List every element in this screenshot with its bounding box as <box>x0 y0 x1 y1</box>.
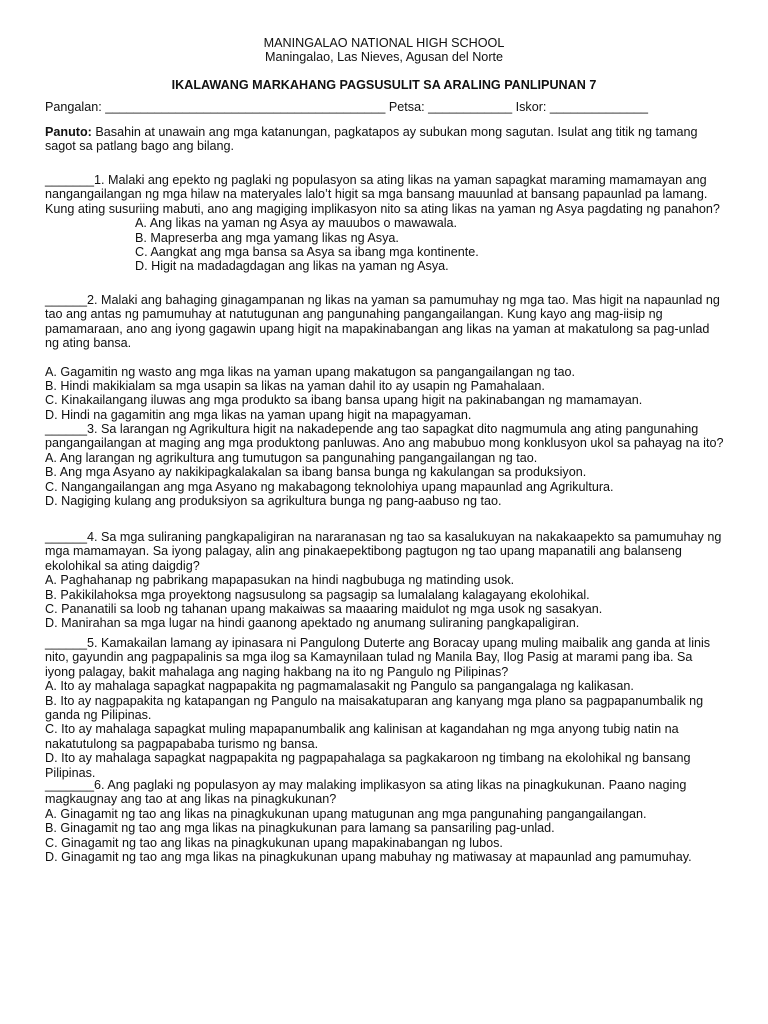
question-1-choices <box>45 216 725 274</box>
question-6-choice-a: A. Ginagamit ng tao ang likas na pinagkukunan upang matugunan ang mga pangunahing pangangailangan. <box>45 806 647 821</box>
question-5-choice-a: A. Ito ay mahalaga sapagkat nagpapakita ng pagmamalasakit ng Pangulo sa pangangalaga ng kalikasan. <box>45 679 634 694</box>
question-6 <box>45 778 725 864</box>
question-5-choice-c: C. Ito ay mahalaga sapagkat muling mapapanumbalik ang kalinisan at kagandahan ng mga anyong tubig natin na nakatutulong sa pagpapababa turismo ng bansa. <box>45 722 679 751</box>
question-3-choice-d: D. Nagiging kulang ang produksiyon sa agrikultura bunga ng pang-aabuso ng tao. <box>45 494 502 509</box>
school-header <box>0 36 768 65</box>
question-4-choice-d: D. Manirahan sa mga lugar na hindi gaanong apektado ng anumang suliraning pangkapaligiran. <box>45 616 580 631</box>
question-4-choice-a: A. Paghahanap ng pabrikang mapapasukan na hindi nagbubuga ng matinding usok. <box>45 573 515 588</box>
question-6-choice-b: B. Ginagamit ng tao ang mga likas na pinagkukunan para lamang sa pansariling pag-unlad. <box>45 821 555 836</box>
question-2-choice-a: A. Gagamitin ng wasto ang mga likas na yaman upang makatugon sa pangangailangan ng tao. <box>45 364 575 379</box>
question-2-choice-b: B. Hindi makikialam sa mga usapin sa likas na yaman dahil ito ay usapin ng Pamahalaan. <box>45 379 545 394</box>
question-3-choice-a: A. Ang larangan ng agrikultura ang tumutugon sa pangunahing pangangailangan ng tao. <box>45 450 538 465</box>
question-6-choice-c: C. Ginagamit ng tao ang likas na pinagkukunan upang mapakinabangan ng lubos. <box>45 835 503 850</box>
student-info-line: Pangalan: ________________________________________ Petsa: ____________ Iskor: ______________ <box>45 100 648 114</box>
question-5-stem: ______5. Kamakailan lamang ay ipinasara ni Pangulong Duterte ang Boracay upang muling maibalik ang ganda at linis nito, gayundin ang pagpapalinis sa mga ilog sa Kamaynilaan tulad ng Manila Bay, Ilog Pasig at marami pang iba. Sa iyong palagay, bakit mahalaga ang naging hakbang na ito ng Pangulo ng Pilipinas? <box>45 636 711 679</box>
question-2-choices <box>45 365 725 423</box>
instructions-label: Panuto: <box>45 125 92 139</box>
exam-title: IKALAWANG MARKAHANG PAGSUSULIT SA ARALING PANLIPUNAN 7 <box>171 78 597 92</box>
question-5-choice-d: D. Ito ay mahalaga sapagkat nagpapakita ng pagpapahalaga sa pagkakaroon ng timbang na ekolohikal ng bansang Pilipinas. <box>45 751 691 780</box>
question-3-choice-b: B. Ang mga Asyano ay nakikipagkalakalan sa ibang bansa bunga ng kakulangan sa produksiyon. <box>45 465 587 480</box>
question-4 <box>45 530 725 631</box>
question-4-choice-c: C. Pananatili sa loob ng tahanan upang makaiwas sa maaaring maidulot ng mga usok ng sasakyan. <box>45 602 603 617</box>
question-2-stem: ______2. Malaki ang bahaging ginagampanan ng likas na yaman sa pamumuhay ng mga tao. Mas higit na napaunlad ng tao ang antas ng pamumuhay at natutugunan ang pangunahing pangangailangan. Kung kayo ang mag-iisip ng pamamaraan, ano ang iyong gagawin upang higit na mapakinabangan ang likas na yaman at makatulong sa pag-unlad ng ating bansa. <box>45 293 720 351</box>
school-name: MANINGALAO NATIONAL HIGH SCHOOL <box>263 36 505 50</box>
question-2-choice-c: C. Kinakailangang iluwas ang mga produkto sa ibang bansa upang higit na pakinabangan ng mamamayan. <box>45 393 643 408</box>
question-3-choice-c: C. Nangangailangan ang mga Asyano ng makabagong teknolohiya upang mapaunlad ang Agrikultura. <box>45 479 614 494</box>
instructions-text: Basahin at unawain ang mga katanungan, pagkatapos ay subukan mong sagutan. Isulat ang titik ng tamang sagot sa patlang bago ang bilang. <box>45 125 698 154</box>
question-1 <box>45 173 725 274</box>
question-5-choices <box>45 679 725 780</box>
question-4-choices <box>45 573 725 631</box>
question-5 <box>45 636 725 780</box>
question-4-stem: ______4. Sa mga suliraning pangkapaligiran na nararanasan ng tao sa kasalukuyan na nakakaapekto sa pamumuhay ng mga mamamayan. Sa iyong palagay, alin ang pinakaepektibong pagtugon ng tao upang mapanatili ang balanseng ekolohikal sa ating daigdig? <box>45 530 722 573</box>
question-3-stem: ______3. Sa larangan ng Agrikultura higit na nakadepende ang tao sapagkat dito nagmumula ang ating pangunahing pangangailangan at maging ang mga produktong panluwas. Ano ang mabubuo mong konklusyon ukol sa pahayag na ito? <box>45 422 724 451</box>
question-1-choice-d: D. Higit na madadagdagan ang likas na yaman ng Asya. <box>135 259 449 274</box>
question-6-choice-d: D. Ginagamit ng tao ang mga likas na pinagkukunan upang mabuhay ng matiwasay at mapaunlad ang pamumuhay. <box>45 850 692 865</box>
question-1-choice-a: A. Ang likas na yaman ng Asya ay mauubos o mawawala. <box>135 216 458 231</box>
question-1-stem: _______1. Malaki ang epekto ng paglaki ng populasyon sa ating likas na yaman sapagkat maraming mamamayan ang nangangailangan ng mga hilaw na materyales lalo’t higit sa mga bansang mauunlad at bansang papaunlad pa lamang. Kung ating susuriing mabuti, ano ang magiging implikasyon nito sa ating likas na yaman ng Asya pagdating ng panahon? <box>45 173 720 216</box>
question-2 <box>45 293 725 422</box>
question-3 <box>45 422 725 508</box>
question-1-choice-c: C. Aangkat ang mga bansa sa Asya sa ibang mga kontinente. <box>135 245 479 260</box>
question-4-choice-b: B. Pakikilahoksa mga proyektong nagsusulong sa pagsagip sa lumalalang kalagayang ekolohikal. <box>45 587 590 602</box>
question-6-choices <box>45 807 725 865</box>
question-5-choice-b: B. Ito ay nagpapakita ng katapangan ng Pangulo na maisakatuparan ang kanyang mga plano sa pagpapanumbalik ng ganda ng Pilipinas. <box>45 693 704 723</box>
question-3-choices <box>45 451 725 509</box>
question-2-choice-d: D. Hindi na gagamitin ang mga likas na yaman upang higit na mapagyaman. <box>45 407 472 422</box>
school-address: Maningalao, Las Nieves, Agusan del Norte <box>264 50 504 65</box>
question-1-choice-b: B. Mapreserba ang mga yamang likas ng Asya. <box>135 230 399 245</box>
question-6-stem: _______6. Ang paglaki ng populasyon ay may malaking implikasyon sa ating likas na pinagkukunan. Paano naging magkaugnay ang tao at ang likas na pinagkukunan? <box>45 778 687 807</box>
instructions <box>45 125 725 154</box>
